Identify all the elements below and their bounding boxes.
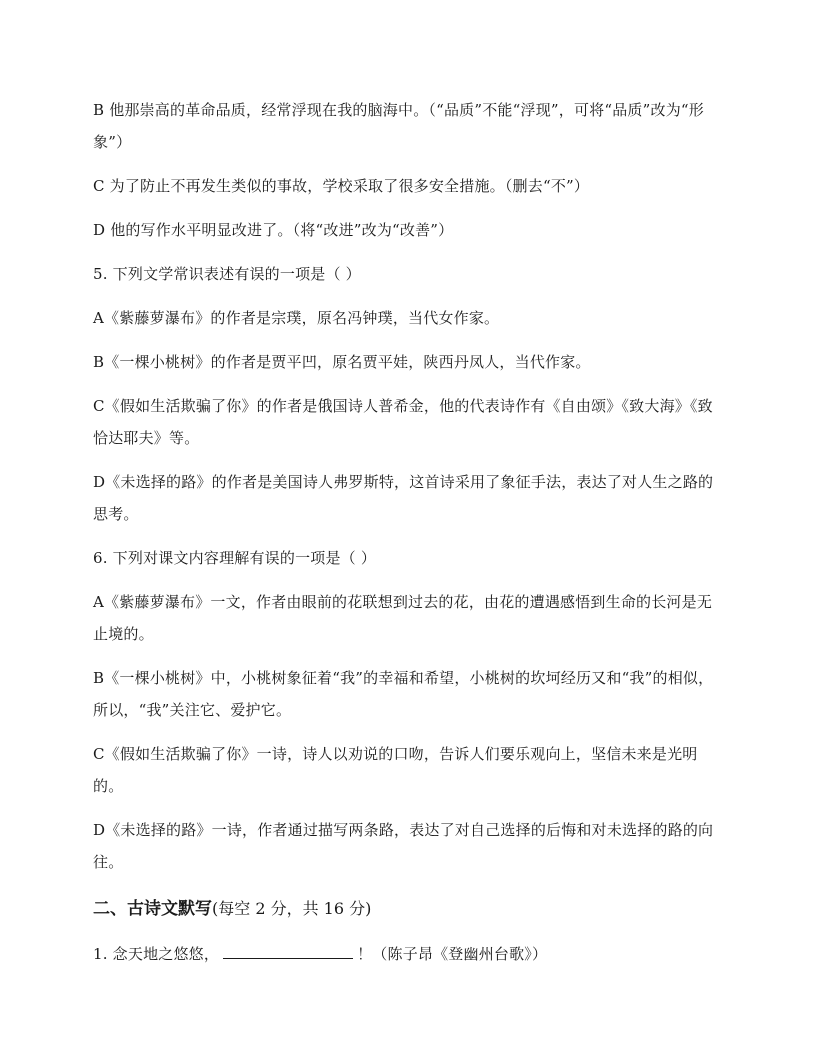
q5-option-d: D《未选择的路》的作者是美国诗人弗罗斯特，这首诗采用了象征手法，表达了对人生之路的思考。 — [93, 473, 714, 523]
section-heading — [93, 894, 723, 924]
q4-option-b: B 他那崇高的革命品质，经常浮现在我的脑海中。（“品质”不能“浮现”，可将“品质”改为“形象”） — [93, 101, 704, 151]
recite-question-1-prompt: 1. 念天地之悠悠， — [93, 945, 220, 963]
recite-question-1-source: ！（陈子昂《登幽州台歌》） — [357, 945, 548, 963]
section-heading-note: (每空 2 分，共 16 分) — [212, 899, 372, 918]
q5-option-a: A《紫藤萝瀑布》的作者是宗璞，原名冯钟璞，当代女作家。 — [93, 309, 500, 327]
document-page — [93, 94, 723, 982]
section-heading-title: 二、古诗文默写 — [93, 899, 212, 919]
q6-option-c: C《假如生活欺骗了你》一诗，诗人以劝说的口吻，告诉人们要乐观向上，坚信未来是光明的。 — [93, 745, 698, 795]
q6-option-b: B《一棵小桃树》中，小桃树象征着“我”的幸福和希望，小桃树的坎坷经历又和“我”的相似，所以，“我”关注它、爱护它。 — [93, 669, 714, 719]
q5-option-c: C《假如生活欺骗了你》的作者是俄国诗人普希金，他的代表诗作有《自由颂》《致大海》《致恰达耶夫》等。 — [93, 397, 713, 447]
answer-blank[interactable] — [223, 940, 353, 959]
q4-option-c: C 为了防止不再发生类似的事故，学校采取了很多安全措施。（删去“不”） — [93, 177, 590, 195]
q6-stem: 6. 下列对课文内容理解有误的一项是（ ） — [93, 549, 377, 567]
recite-question-1 — [93, 938, 723, 970]
q5-option-b: B《一棵小桃树》的作者是贾平凹，原名贾平娃，陕西丹凤人，当代作家。 — [93, 353, 591, 371]
q6-option-a: A《紫藤萝瀑布》一文，作者由眼前的花联想到过去的花，由花的遭遇感悟到生命的长河是无止境的。 — [93, 593, 713, 643]
q4-option-d: D 他的写作水平明显改进了。（将“改进”改为“改善”） — [93, 221, 454, 239]
q6-option-d: D《未选择的路》一诗，作者通过描写两条路，表达了对自己选择的后悔和对未选择的路的向往。 — [93, 821, 714, 871]
q5-stem: 5. 下列文学常识表述有误的一项是（ ） — [93, 265, 361, 283]
